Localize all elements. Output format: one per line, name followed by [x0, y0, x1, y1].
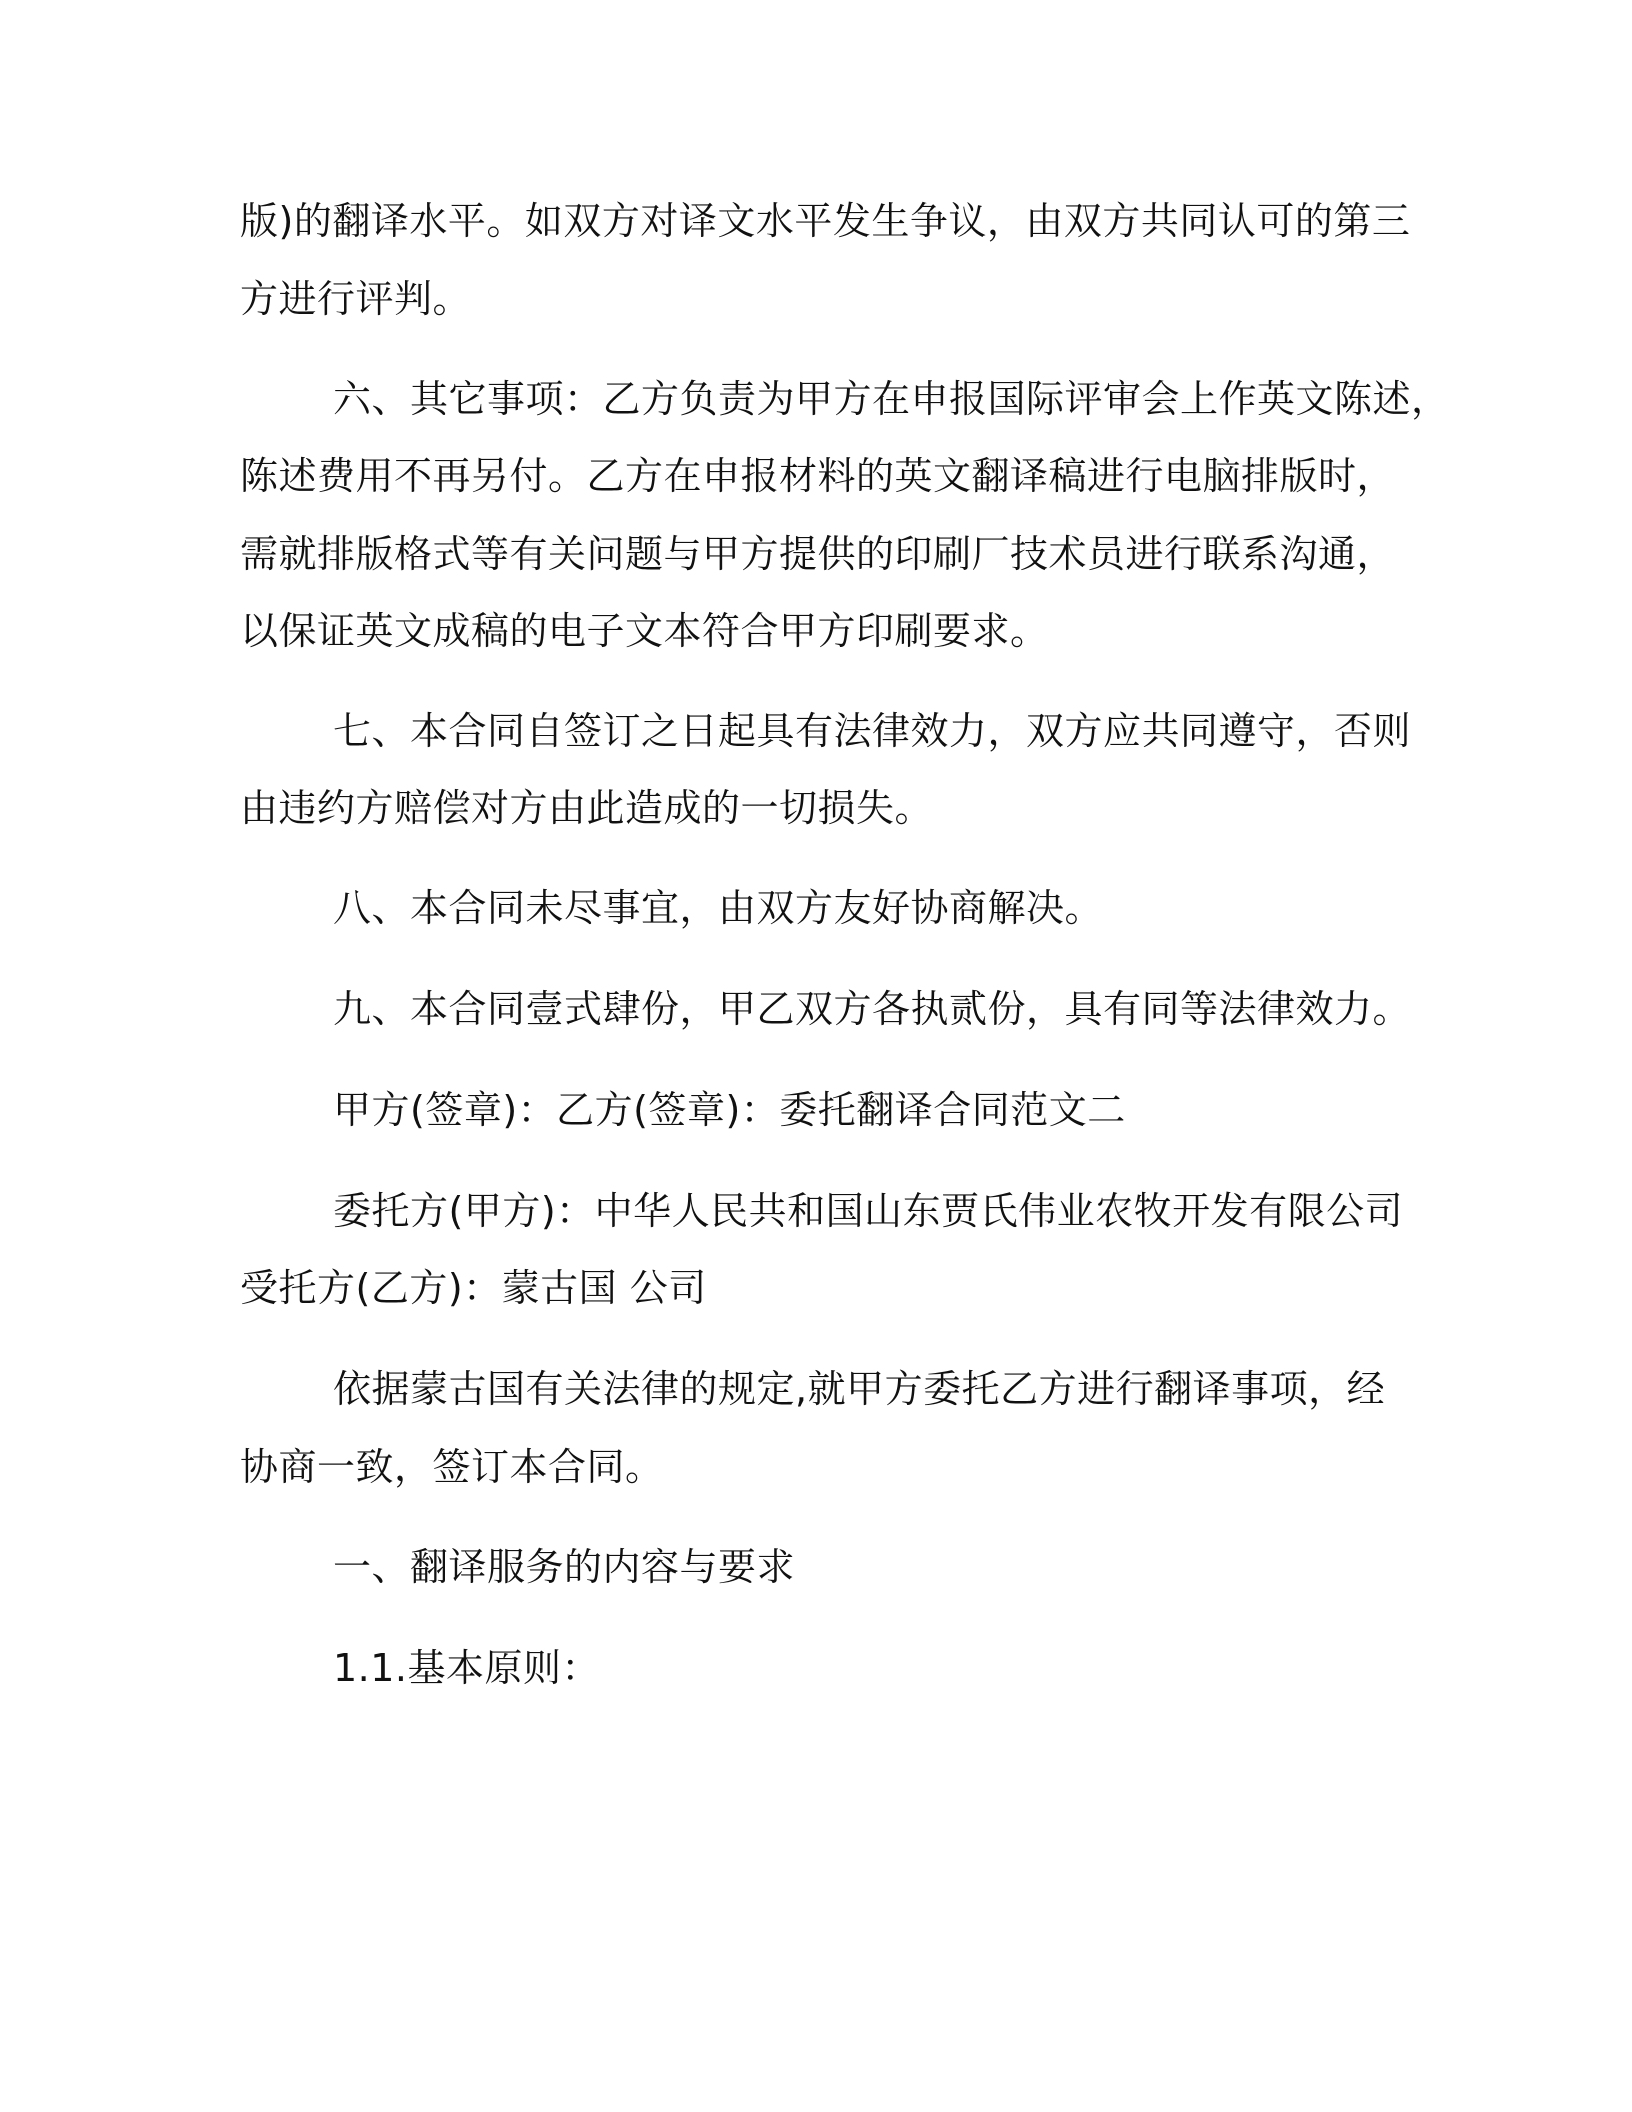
text-line: 版)的翻译水平。如双方对译文水平发生争议，由双方共同认可的第三	[240, 199, 1411, 243]
text-line: 甲方(签章)：乙方(签章)：委托翻译合同范文二	[333, 1088, 1126, 1132]
text-line: 方进行评判。	[240, 277, 472, 321]
text-line: 由违约方赔偿对方由此造成的一切损失。	[240, 786, 934, 830]
text-line: 七、本合同自签订之日起具有法律效力，双方应共同遵守，否则	[333, 709, 1412, 753]
text-line: 九、本合同壹式肆份，甲乙双方各执贰份，具有同等法律效力。	[333, 987, 1412, 1031]
subsection-heading: 1.1.基本原则：	[333, 1646, 601, 1690]
section-heading: 一、翻译服务的内容与要求	[333, 1545, 796, 1589]
text-line: 六、其它事项：乙方负责为甲方在申报国际评审会上作英文陈述，	[333, 377, 1450, 421]
text-line: 陈述费用不再另付。乙方在申报材料的英文翻译稿进行电脑排版时，	[240, 454, 1396, 498]
text-line: 八、本合同未尽事宜，由双方友好协商解决。	[333, 886, 1104, 930]
text-line: 以保证英文成稿的电子文本符合甲方印刷要求。	[240, 609, 1049, 653]
text-line: 依据蒙古国有关法律的规定,就甲方委托乙方进行翻译事项，经	[333, 1367, 1386, 1411]
text-line: 需就排版格式等有关问题与甲方提供的印刷厂技术员进行联系沟通，	[240, 532, 1396, 576]
text-line: 受托方(乙方)：蒙古国 公司	[240, 1266, 707, 1310]
text-line: 协商一致，签订本合同。	[240, 1445, 664, 1489]
text-line: 委托方(甲方)：中华人民共和国山东贾氏伟业农牧开发有限公司	[333, 1189, 1404, 1233]
